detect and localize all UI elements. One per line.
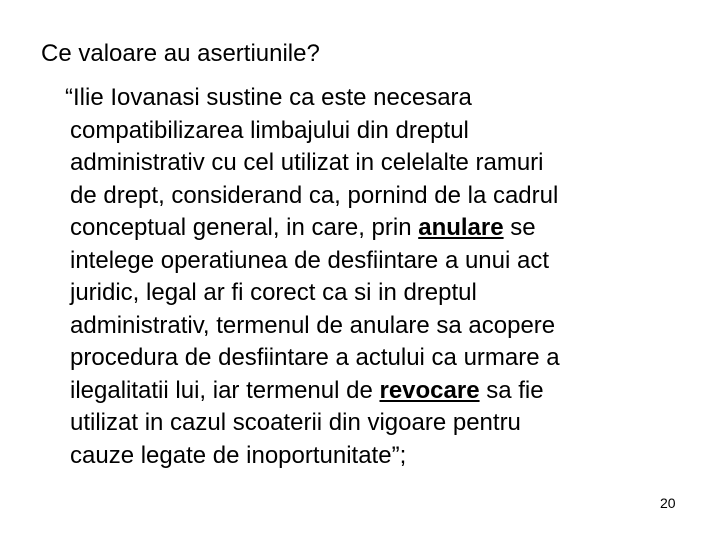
- quote-line: [70, 212, 700, 245]
- quote-text: se: [503, 214, 536, 241]
- page-number: 20: [660, 495, 676, 511]
- quote-line: intelege operatiunea de desfiintare a unui act: [70, 246, 550, 274]
- quote-paragraph: [65, 82, 700, 472]
- quote-line: juridic, legal ar fi corect ca si in dreptul: [70, 279, 477, 306]
- quote-line: [70, 375, 700, 408]
- quote-line: administrativ cu cel utilizat in celelalte ramuri: [70, 149, 544, 176]
- quote-line: “Ilie Iovanasi sustine ca este necesara: [65, 84, 472, 111]
- emphasized-term-anulare: anulare: [418, 214, 504, 241]
- quote-text: sa fie: [479, 376, 544, 404]
- question-heading: Ce valoare au asertiunile?: [41, 40, 320, 67]
- quote-line: de drept, considerand ca, pornind de la cadrul: [70, 181, 559, 209]
- quote-line: procedura de desfiintare a actului ca urmare a: [70, 344, 560, 371]
- quote-text: ilegalitatii lui, iar termenul de: [70, 376, 380, 404]
- quote-line: compatibilizarea limbajului din dreptul: [70, 116, 469, 144]
- quote-text: conceptual general, in care, prin: [70, 214, 419, 241]
- quote-line: administrativ, termenul de anulare sa acopere: [70, 311, 556, 339]
- quote-line: cauze legate de inoportunitate”;: [70, 441, 407, 469]
- emphasized-term-revocare: revocare: [379, 376, 480, 404]
- quote-line: utilizat in cazul scoaterii din vigoare pentru: [70, 409, 521, 436]
